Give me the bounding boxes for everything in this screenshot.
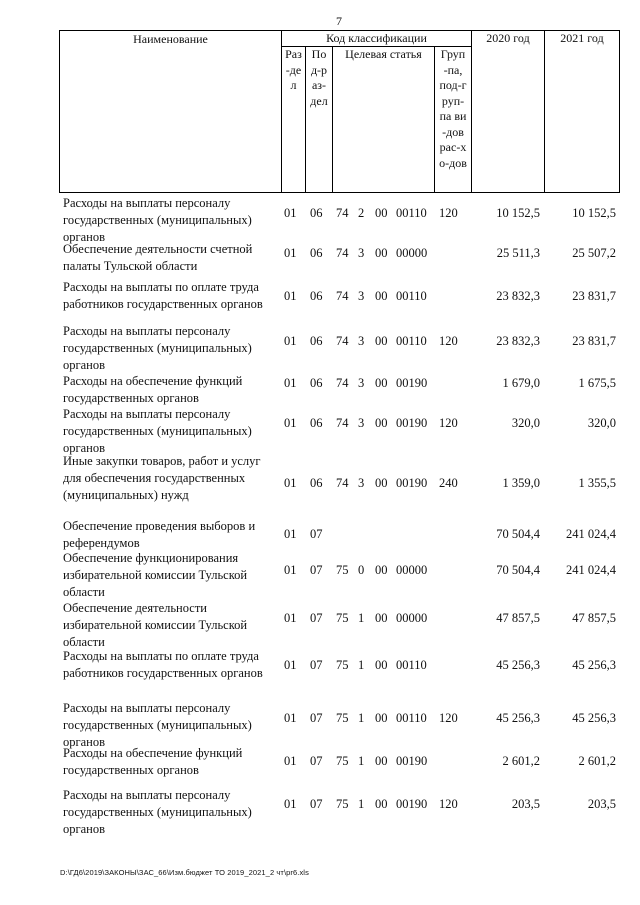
row-r: 01 [284,754,297,768]
row-a: 74 [336,246,349,260]
row-a: 75 [336,797,349,811]
row-r: 01 [284,289,297,303]
row-b: 0 [358,563,365,577]
row-pr: 07 [310,711,323,725]
row-c: 00 [375,416,388,430]
row-r: 01 [284,527,297,541]
header-razdel: Раз-дел [282,47,306,193]
row-v2021: 47 857,5 [572,611,616,625]
row-v2021: 320,0 [587,416,616,430]
row-name: Расходы на выплаты по оплате труда работников государственных органов [63,280,263,311]
row-name: Расходы на выплаты персоналу государственных (муниципальных) органов [63,407,252,455]
row-name: Расходы на обеспечение функций государственных органов [63,746,243,777]
row-pr: 07 [310,658,323,672]
row-pr: 06 [310,246,323,260]
row-pr: 07 [310,797,323,811]
row-d: 00190 [396,416,428,430]
row-v2020: 45 256,3 [496,658,540,672]
row-r: 01 [284,416,297,430]
row-c: 00 [375,563,388,577]
row-v2021: 241 024,4 [566,527,616,541]
header-code-group: Код классификации [282,31,472,47]
row-c: 00 [375,658,388,672]
row-v2021: 23 831,7 [572,334,616,348]
row-v2021: 10 152,5 [572,206,616,220]
row-r: 01 [284,476,297,490]
row-g: 120 [439,797,458,811]
row-v2020: 1 679,0 [502,376,540,390]
row-pr: 06 [310,376,323,390]
row-a: 74 [336,289,349,303]
row-name: Расходы на обеспечение функций государственных органов [63,374,243,405]
row-b: 2 [358,206,365,220]
row-b: 1 [358,754,365,768]
row-d: 00190 [396,754,428,768]
row-v2020: 10 152,5 [496,206,540,220]
header-group: Груп-па, под-груп-па ви-дов рас-хо-дов [435,47,472,193]
row-a: 75 [336,711,349,725]
row-name: Обеспечение проведения выборов и референдумов [63,519,256,550]
row-v2021: 2 601,2 [578,754,616,768]
row-pr: 07 [310,611,323,625]
row-a: 74 [336,416,349,430]
row-g: 240 [439,476,458,490]
row-b: 1 [358,611,365,625]
row-v2020: 1 359,0 [502,476,540,490]
row-r: 01 [284,376,297,390]
row-pr: 07 [310,754,323,768]
row-name: Обеспечение функционирования избирательной комиссии Тульской области [63,551,248,599]
row-d: 00000 [396,611,428,625]
row-pr: 06 [310,476,323,490]
row-pr: 06 [310,289,323,303]
row-a: 74 [336,376,349,390]
row-g: 120 [439,711,458,725]
row-v2021: 45 256,3 [572,658,616,672]
row-b: 3 [358,334,365,348]
row-d: 00110 [396,658,427,672]
row-c: 00 [375,376,388,390]
row-d: 00190 [396,476,428,490]
row-c: 00 [375,754,388,768]
row-d: 00190 [396,376,428,390]
row-v2021: 25 507,2 [572,246,616,260]
header-podrazdel: Под-раз-дел [306,47,333,193]
row-a: 74 [336,206,349,220]
row-b: 3 [358,246,365,260]
row-c: 00 [375,611,388,625]
table-header [59,30,620,193]
row-b: 3 [358,476,365,490]
row-d: 00000 [396,563,428,577]
row-c: 00 [375,711,388,725]
header-2021: 2021 год [545,31,620,193]
row-b: 3 [358,289,365,303]
row-pr: 06 [310,206,323,220]
row-name: Расходы на выплаты персоналу государственных (муниципальных) органов [63,324,252,372]
row-b: 1 [358,797,365,811]
row-pr: 07 [310,527,323,541]
row-v2021: 23 831,7 [572,289,616,303]
row-pr: 07 [310,563,323,577]
row-v2021: 241 024,4 [566,563,616,577]
row-v2020: 70 504,4 [496,563,540,577]
row-r: 01 [284,658,297,672]
row-a: 74 [336,476,349,490]
row-r: 01 [284,246,297,260]
row-c: 00 [375,246,388,260]
row-c: 00 [375,476,388,490]
row-v2020: 2 601,2 [502,754,540,768]
row-d: 00110 [396,206,427,220]
row-r: 01 [284,206,297,220]
row-v2021: 1 355,5 [578,476,616,490]
row-g: 120 [439,206,458,220]
header-2020: 2020 год [472,31,545,193]
row-c: 00 [375,797,388,811]
row-name: Расходы на выплаты персоналу государственных (муниципальных) органов [63,701,252,749]
row-name: Расходы на выплаты персоналу государственных (муниципальных) органов [63,196,252,244]
row-d: 00000 [396,246,428,260]
page-number: 7 [336,14,342,28]
row-v2020: 70 504,4 [496,527,540,541]
row-g: 120 [439,334,458,348]
row-v2021: 45 256,3 [572,711,616,725]
row-a: 75 [336,754,349,768]
row-name: Иные закупки товаров, работ и услуг для обеспечения государственных (муниципальных) нужд [63,454,261,502]
row-v2021: 203,5 [587,797,616,811]
row-v2020: 320,0 [511,416,540,430]
row-a: 75 [336,611,349,625]
row-d: 00110 [396,711,427,725]
row-c: 00 [375,289,388,303]
row-name: Расходы на выплаты персоналу государственных (муниципальных) органов [63,788,252,836]
row-pr: 06 [310,416,323,430]
row-c: 00 [375,334,388,348]
row-name: Обеспечение деятельности избирательной комиссии Тульской области [63,601,248,649]
row-v2020: 23 832,3 [496,289,540,303]
row-name: Расходы на выплаты по оплате труда работников государственных органов [63,649,263,680]
row-g: 120 [439,416,458,430]
row-b: 1 [358,711,365,725]
row-d: 00190 [396,797,428,811]
row-v2020: 23 832,3 [496,334,540,348]
row-d: 00110 [396,334,427,348]
row-a: 74 [336,334,349,348]
row-c: 00 [375,206,388,220]
row-d: 00110 [396,289,427,303]
file-path-footer: D:\ГД6\2019\ЗАКОНЫ\ЗАС_66\Изм.бюджет ТО 2019_2021_2 чт\pr6.xls [60,868,309,877]
row-pr: 06 [310,334,323,348]
header-name: Наименование [60,31,282,193]
row-b: 1 [358,658,365,672]
row-name: Обеспечение деятельности счетной палаты Тульской области [63,242,253,273]
row-b: 3 [358,376,365,390]
header-target: Целевая статья [333,47,435,193]
row-v2021: 1 675,5 [578,376,616,390]
row-a: 75 [336,658,349,672]
row-r: 01 [284,334,297,348]
row-r: 01 [284,611,297,625]
row-r: 01 [284,711,297,725]
row-v2020: 45 256,3 [496,711,540,725]
row-r: 01 [284,563,297,577]
row-b: 3 [358,416,365,430]
row-v2020: 47 857,5 [496,611,540,625]
row-r: 01 [284,797,297,811]
row-v2020: 25 511,3 [496,246,540,260]
row-a: 75 [336,563,349,577]
row-v2020: 203,5 [511,797,540,811]
